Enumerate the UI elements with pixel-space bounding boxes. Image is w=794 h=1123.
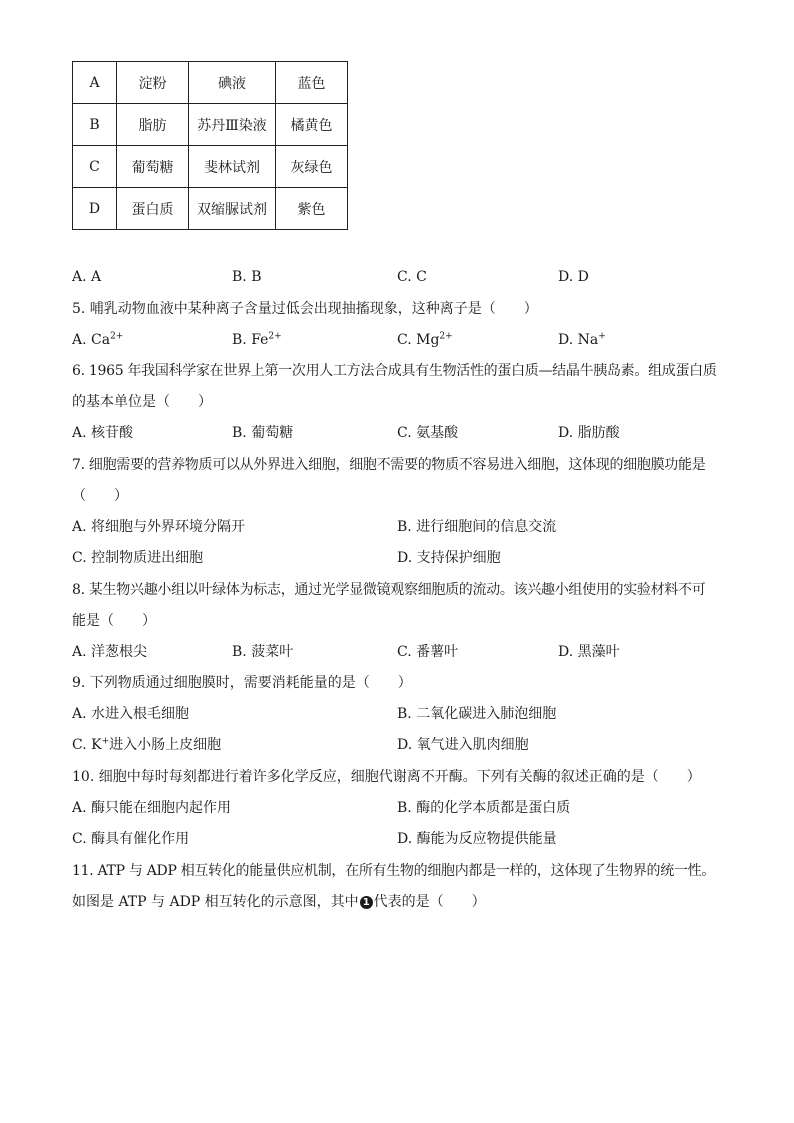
- q7-stem-line2: （ ）: [72, 488, 128, 504]
- row-reagent: 苏丹Ⅲ染液: [189, 104, 276, 146]
- q9-option-c-sup: +: [101, 736, 110, 747]
- reagent-table: [72, 61, 348, 230]
- q9-option-c[interactable]: [72, 735, 221, 755]
- row-color: 橘黄色: [276, 104, 348, 146]
- q8-option-b[interactable]: B. 菠菜叶: [232, 644, 294, 660]
- q5-option-b-sup: 2+: [268, 331, 282, 342]
- q8-option-c[interactable]: C. 番薯叶: [397, 644, 459, 660]
- q10-option-d[interactable]: D. 酶能为反应物提供能量: [397, 831, 557, 847]
- q5-option-c[interactable]: [397, 330, 453, 350]
- q11-stem-suffix: 代表的是（ ）: [373, 894, 486, 910]
- table-row: [73, 188, 348, 230]
- q8-stem-line1: 8. 某生物兴趣小组以叶绿体为标志，通过光学显微镜观察细胞质的流动。该兴趣小组使用的实验材料不可: [72, 582, 706, 598]
- q9-option-d[interactable]: D. 氧气进入肌肉细胞: [397, 737, 529, 753]
- row-reagent: 碘液: [189, 62, 276, 104]
- q11-stem-line1: 11. ATP 与 ADP 相互转化的能量供应机制，在所有生物的细胞内都是一样的，这体现了生物界的统一性。: [72, 863, 716, 879]
- q5-option-c-sup: 2+: [439, 331, 453, 342]
- q5-option-d[interactable]: [558, 330, 606, 350]
- q9-option-c-prefix: C. K: [72, 737, 102, 753]
- q6-option-a[interactable]: A. 核苷酸: [72, 425, 134, 441]
- q5-option-a[interactable]: [72, 330, 123, 350]
- q10-option-b[interactable]: B. 酶的化学本质都是蛋白质: [397, 800, 571, 816]
- circled-number-1-icon: 1: [360, 896, 373, 909]
- row-letter: A: [73, 62, 117, 104]
- q4-option-a[interactable]: A. A: [72, 269, 102, 285]
- row-reagent: 斐林试剂: [189, 146, 276, 188]
- q4-option-c[interactable]: C. C: [397, 269, 427, 285]
- q5-option-d-sup: +: [598, 331, 606, 342]
- row-reagent: 双缩脲试剂: [189, 188, 276, 230]
- q11-stem-line2: [72, 892, 486, 912]
- row-color: 蓝色: [276, 62, 348, 104]
- q6-stem-line1: 6. 1965 年我国科学家在世界上第一次用人工方法合成具有生物活性的蛋白质—结晶牛胰岛素。组成蛋白质: [72, 363, 717, 379]
- q6-option-d[interactable]: D. 脂肪酸: [558, 425, 620, 441]
- q9-option-a[interactable]: A. 水进入根毛细胞: [72, 706, 190, 722]
- row-substance: 蛋白质: [117, 188, 189, 230]
- q9-stem: 9. 下列物质通过细胞膜时，需要消耗能量的是（ ）: [72, 675, 412, 691]
- q7-option-d[interactable]: D. 支持保护细胞: [397, 550, 501, 566]
- q5-option-b-label: B. Fe: [232, 332, 269, 348]
- table-row: [73, 104, 348, 146]
- table-row: [73, 146, 348, 188]
- row-letter: D: [73, 188, 117, 230]
- q7-stem-line1: 7. 细胞需要的营养物质可以从外界进入细胞，细胞不需要的物质不容易进入细胞，这体现的细胞膜功能是: [72, 457, 706, 473]
- q5-option-a-sup: 2+: [110, 331, 124, 342]
- q5-option-c-label: C. Mg: [397, 332, 440, 348]
- q9-option-b[interactable]: B. 二氧化碳进入肺泡细胞: [397, 706, 557, 722]
- table-row: [73, 62, 348, 104]
- row-substance: 葡萄糖: [117, 146, 189, 188]
- row-letter: B: [73, 104, 117, 146]
- q8-option-d[interactable]: D. 黑藻叶: [558, 644, 620, 660]
- q10-option-c[interactable]: C. 酶具有催化作用: [72, 831, 190, 847]
- q6-option-c[interactable]: C. 氨基酸: [397, 425, 459, 441]
- row-color: 灰绿色: [276, 146, 348, 188]
- q8-stem-line2: 能是（ ）: [72, 613, 156, 629]
- q4-option-b[interactable]: B. B: [232, 269, 262, 285]
- q7-option-c[interactable]: C. 控制物质进出细胞: [72, 550, 204, 566]
- row-substance: 淀粉: [117, 62, 189, 104]
- q9-option-c-rest: 进入小肠上皮细胞: [109, 737, 222, 753]
- q11-stem-prefix: 如图是 ATP 与 ADP 相互转化的示意图，其中: [72, 894, 359, 910]
- q7-option-a[interactable]: A. 将细胞与外界环境分隔开: [72, 519, 246, 535]
- row-substance: 脂肪: [117, 104, 189, 146]
- q10-stem: 10. 细胞中每时每刻都进行着许多化学反应，细胞代谢离不开酶。下列有关酶的叙述正确的是（ ）: [72, 769, 701, 785]
- q5-option-a-label: A. Ca: [72, 332, 111, 348]
- row-color: 紫色: [276, 188, 348, 230]
- q6-stem-line2: 的基本单位是（ ）: [72, 394, 212, 410]
- q7-option-b[interactable]: B. 进行细胞间的信息交流: [397, 519, 557, 535]
- row-letter: C: [73, 146, 117, 188]
- q5-option-d-label: D. Na: [558, 332, 599, 348]
- q8-option-a[interactable]: A. 洋葱根尖: [72, 644, 148, 660]
- q10-option-a[interactable]: A. 酶只能在细胞内起作用: [72, 800, 232, 816]
- q4-option-d[interactable]: D. D: [558, 269, 589, 285]
- q5-stem: 5. 哺乳动物血液中某种离子含量过低会出现抽搐现象，这种离子是（ ）: [72, 301, 538, 317]
- q5-option-b[interactable]: [232, 330, 282, 350]
- q6-option-b[interactable]: B. 葡萄糖: [232, 425, 294, 441]
